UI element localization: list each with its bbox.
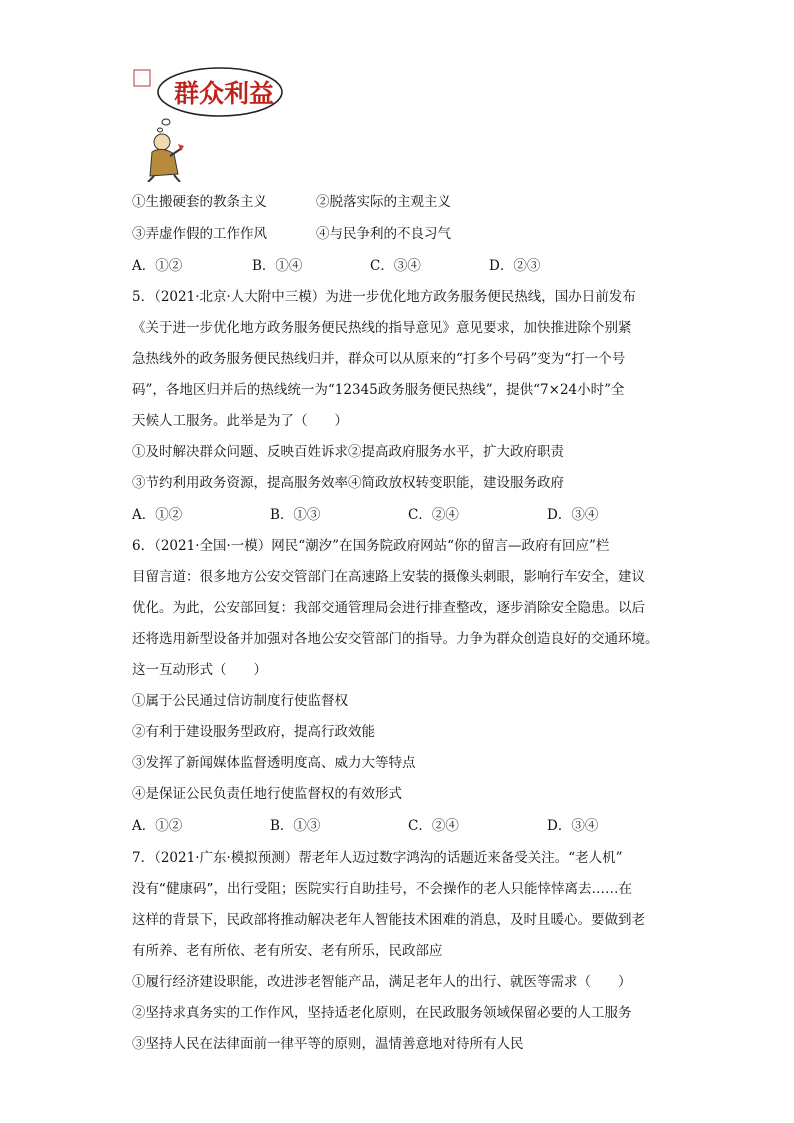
seal-stamp: [134, 70, 150, 86]
q5-line-4: 码”，各地区归并后的热线统一为“12345政务服务便民热线”，提供“7×24小时”全: [132, 382, 625, 398]
q5-statement-3-4: ③节约利用政务资源，提高服务效率④简政放权转变职能，建设服务政府: [132, 475, 564, 491]
q7-statement-2: ②坚持求真务实的工作作风，坚持适老化原则，在民政服务领域保留必要的人工服务: [132, 1005, 632, 1021]
cartoon-illustration: [130, 62, 290, 182]
q6-line-4: 还将选用新型设备并加强对各地公安交管部门的指导。力争为群众创造良好的交通环境。: [132, 631, 659, 647]
q6-option-d[interactable]: D．③④: [547, 818, 599, 834]
q4-statement-4: ④与民争利的不良习气: [316, 226, 451, 242]
q4-statement-1: ①生搬硬套的教条主义: [132, 194, 267, 210]
q5-line-5: 天候人工服务。此举是为了（ ）: [132, 413, 348, 429]
q4-option-c[interactable]: C．③④: [370, 258, 421, 274]
q7-statement-1: ①履行经济建设职能，改进涉老智能产品，满足老年人的出行、就医等需求（ ）: [132, 974, 632, 990]
q6-line-1: 6．（2021·全国·一模）网民“潮汐”在国务院政府网站“你的留言—政府有回应”栏: [132, 538, 610, 554]
q4-option-d[interactable]: D．②③: [489, 258, 541, 274]
q7-statement-3: ③坚持人民在法律面前一律平等的原则，温情善意地对待所有人民: [132, 1036, 524, 1052]
q4-statement-2: ②脱落实际的主观主义: [316, 194, 451, 210]
q6-line-2: 目留言道：很多地方公安交管部门在高速路上安装的摄像头刺眼，影响行车安全，建议: [132, 569, 645, 585]
q6-line-3: 优化。为此，公安部回复：我部交通管理局会进行排查整改，逐步消除安全隐患。以后: [132, 600, 645, 616]
q5-option-a[interactable]: A．①②: [132, 507, 183, 523]
q5-statement-1-2: ①及时解决群众问题、反映百姓诉求②提高政府服务水平，扩大政府职责: [132, 444, 564, 460]
q4-statement-3: ③弄虚作假的工作作风: [132, 226, 267, 242]
q5-option-c[interactable]: C．②④: [408, 507, 459, 523]
q6-statement-4: ④是保证公民负责任地行使监督权的有效形式: [132, 786, 402, 802]
q5-line-1: 5．（2021·北京·人大附中三模）为进一步优化地方政务服务便民热线，国办日前发布: [132, 289, 636, 305]
q4-option-b[interactable]: B．①④: [252, 258, 303, 274]
q6-statement-2: ②有利于建设服务型政府，提高行政效能: [132, 724, 375, 740]
q6-statement-3: ③发挥了新闻媒体监督透明度高、威力大等特点: [132, 755, 416, 771]
q6-option-b[interactable]: B．①③: [270, 818, 321, 834]
q5-option-d[interactable]: D．③④: [547, 507, 599, 523]
q6-option-a[interactable]: A．①②: [132, 818, 183, 834]
q7-line-4: 有所养、老有所依、老有所安、老有所乐，民政部应: [132, 943, 443, 959]
q7-line-1: 7．（2021·广东·模拟预测）帮老年人迈过数字鸿沟的话题近来备受关注。“老人机”: [132, 850, 623, 866]
cartoon-figure: [148, 134, 184, 182]
q7-line-3: 这样的背景下，民政部将推动解决老年人智能技术困难的消息，及时且暖心。要做到老: [132, 912, 645, 928]
q6-line-5: 这一互动形式（ ）: [132, 662, 267, 678]
q7-line-2: 没有“健康码”，出行受阻；医院实行自助挂号，不会操作的老人只能悻悻离去……在: [132, 881, 632, 897]
q4-option-a[interactable]: A．①②: [132, 258, 183, 274]
q6-statement-1: ①属于公民通过信访制度行使监督权: [132, 693, 348, 709]
q6-option-c[interactable]: C．②④: [408, 818, 459, 834]
q5-line-2: 《关于进一步优化地方政务服务便民热线的指导意见》意见要求，加快推进除个别紧: [132, 320, 632, 336]
q5-option-b[interactable]: B．①③: [270, 507, 321, 523]
q5-line-3: 急热线外的政务服务便民热线归并，群众可以从原来的“打多个号码”变为“打一个号: [132, 351, 626, 367]
bubble-text: 群众利益: [174, 79, 275, 108]
